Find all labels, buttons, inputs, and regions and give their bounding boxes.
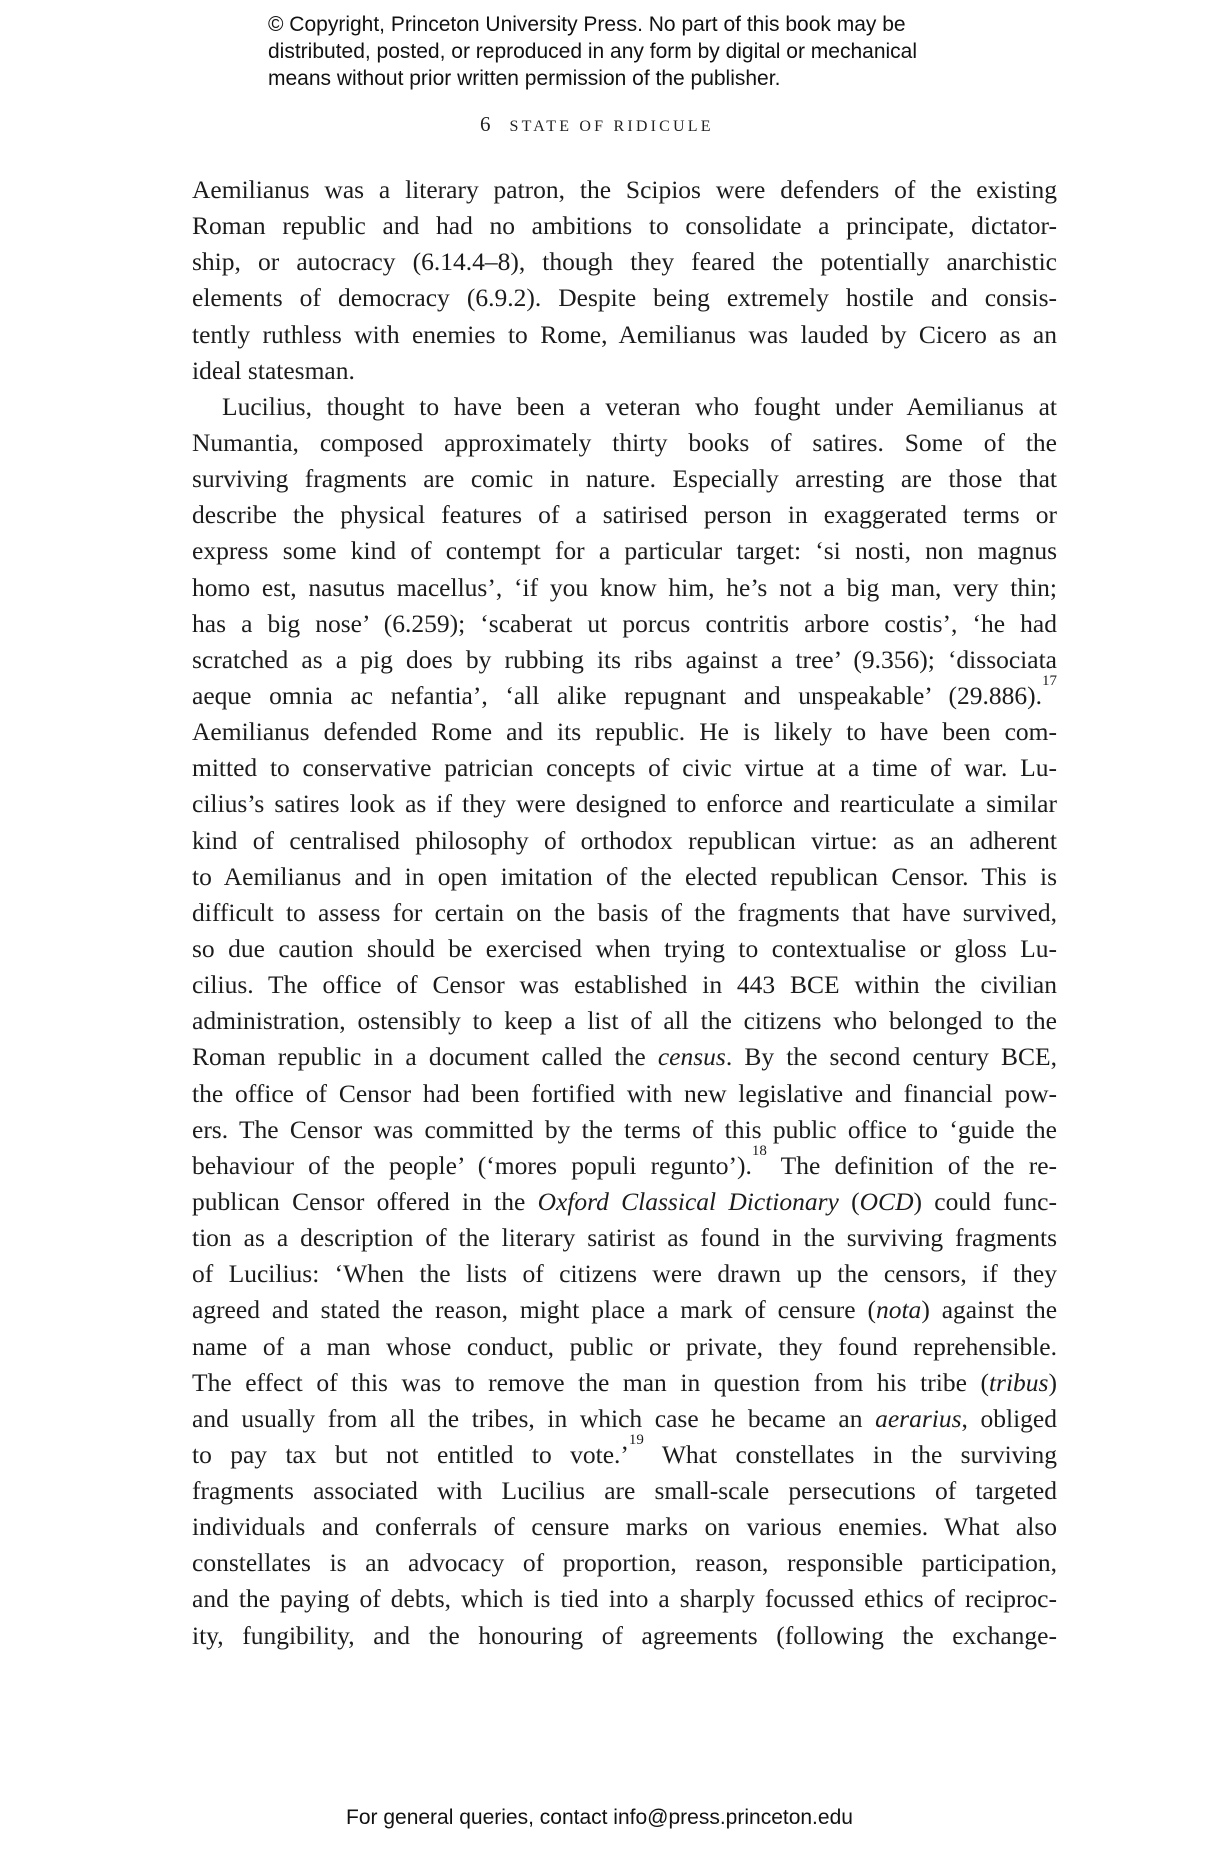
italic-term: aerarius [875,1403,962,1433]
paragraph [192,172,1057,389]
text-line: the office of Censor had been fortified with new legislative and financial pow- [192,1078,1057,1108]
text-line: has a big nose’ (6.259); ‘scaberat ut porcus contritis arbore costis’, ‘he had [192,608,1057,638]
italic-title: Oxford Classical Dictionary [537,1186,839,1216]
text-line [192,1365,1057,1401]
text-line: scratched as a pig does by rubbing its ribs against a tree’ (9.356); ‘dissociata [192,644,1057,674]
text-span: ( [838,1186,860,1216]
text-line: so due caution should be exercised when trying to contextualise or gloss Lu- [192,933,1057,963]
text-line: name of a man whose conduct, public or private, they found reprehensible. [192,1331,1057,1361]
text-line: ity, fungibility, and the honouring of agreements (following the exchange- [192,1620,1057,1650]
text-span: ) against the [921,1295,1058,1325]
text-line: elements of democracy (6.9.2). Despite being extremely hostile and consis- [192,283,1057,313]
text-line: difficult to assess for certain on the basis of the fragments that have survived, [192,897,1057,927]
text-line: ers. The Censor was committed by the terms of this public office to ‘guide the [192,1114,1057,1144]
text-line: describe the physical features of a satirised person in exaggerated terms or [192,500,1057,530]
text-line: Numantia, composed approximately thirty books of satires. Some of the [192,427,1057,457]
text-line [192,1292,1057,1328]
italic-term: nota [875,1295,922,1325]
copyright-notice [268,11,988,92]
text-line [192,1401,1057,1437]
text-span: behaviour of the people’ (‘mores populi regunto’). [192,1150,752,1180]
text-line: tion as a description of the literary satirist as found in the surviving fragments [192,1223,1057,1253]
text-span: The definition of the re- [766,1150,1058,1180]
body-text [192,172,1057,1654]
text-span: . By the second century BCE, [725,1042,1058,1072]
text-line: and the paying of debts, which is tied into a sharply focussed ethics of reciproc- [192,1584,1057,1614]
running-head-title: STATE OF RIDICULE [509,118,714,135]
text-line: Aemilianus was a literary patron, the Scipios were defenders of the existing [192,175,1057,204]
text-span: Roman republic in a document called the [192,1042,646,1072]
italic-abbr: OCD [859,1186,914,1216]
text-span: ) [1048,1367,1057,1397]
text-line: constellates is an advocacy of proportion, reason, responsible participation, [192,1548,1057,1578]
copyright-line: distributed, posted, or reproduced in any form by digital or mechanical [268,40,918,63]
running-head [480,112,714,137]
text-span: , obliged [961,1403,1058,1433]
paragraph [192,389,1057,1654]
text-line: Roman republic and had no ambitions to consolidate a principate, dictator- [192,211,1057,241]
footnote-ref-19[interactable]: 19 [628,1431,644,1448]
text-line [192,672,1057,714]
text-line: homo est, nasutus macellus’, ‘if you know him, he’s not a big man, very thin; [192,572,1057,602]
text-span: The effect of this was to remove the man in question from his tribe ( [192,1367,989,1397]
copyright-line: © Copyright, Princeton University Press. No part of this book may be [268,13,906,36]
text-line: tently ruthless with enemies to Rome, Aemilianus was lauded by Cicero as an [192,319,1057,349]
text-span: to pay tax but not entitled to vote.’ [192,1439,629,1469]
text-line: Lucilius, thought to have been a veteran who fought under Aemilianus at [222,391,1057,421]
italic-term: tribus [988,1367,1049,1397]
footnote-ref-17[interactable]: 17 [1042,672,1057,689]
text-line: of Lucilius: ‘When the lists of citizens were drawn up the censors, if they [192,1259,1057,1289]
text-line: ideal statesman. [192,355,355,385]
text-span: What constellates in the surviving [643,1439,1058,1469]
text-line: individuals and conferrals of censure marks on various enemies. What also [192,1512,1057,1542]
text-line: cilius’s satires look as if they were designed to enforce and rearticulate a similar [192,789,1057,819]
footer-contact: For general queries, contact info@press.princeton.edu [346,1806,853,1829]
text-line [192,1184,1057,1220]
footnote-ref-18[interactable]: 18 [751,1142,767,1159]
text-line: fragments associated with Lucilius are small-scale persecutions of targeted [192,1476,1057,1506]
page-number: 6 [480,112,491,136]
text-line [192,1142,1058,1184]
text-line: express some kind of contempt for a particular target: ‘si nosti, non magnus [192,536,1057,566]
text-line: cilius. The office of Censor was established in 443 BCE within the civilian [192,970,1057,1000]
text-line: kind of centralised philosophy of orthodox republican virtue: as an adherent [192,825,1057,855]
text-span: agreed and stated the reason, might place a mark of censure ( [192,1295,876,1325]
text-line: surviving fragments are comic in nature. Especially arresting are those that [192,464,1057,494]
text-line [192,1039,1057,1075]
text-span: and usually from all the tribes, in which case he became an [192,1403,863,1433]
text-span: ) could func- [913,1186,1057,1216]
text-line [192,1431,1058,1473]
text-line: mitted to conservative patrician concepts of civic virtue at a time of war. Lu- [192,753,1057,783]
text-span: publican Censor offered in the [192,1186,526,1216]
copyright-line: means without prior written permission of the publisher. [268,67,781,90]
text-span: aeque omnia ac nefantia’, ‘all alike repugnant and unspeakable’ (29.886). [192,680,1042,710]
text-line: Aemilianus defended Rome and its republic. He is likely to have been com- [192,717,1057,747]
text-line: ship, or autocracy (6.14.4–8), though they feared the potentially anarchistic [192,247,1057,277]
italic-term: census [657,1042,726,1072]
text-line: to Aemilianus and in open imitation of the elected republican Censor. This is [192,861,1057,891]
text-line: administration, ostensibly to keep a list of all the citizens who belonged to the [192,1006,1057,1036]
